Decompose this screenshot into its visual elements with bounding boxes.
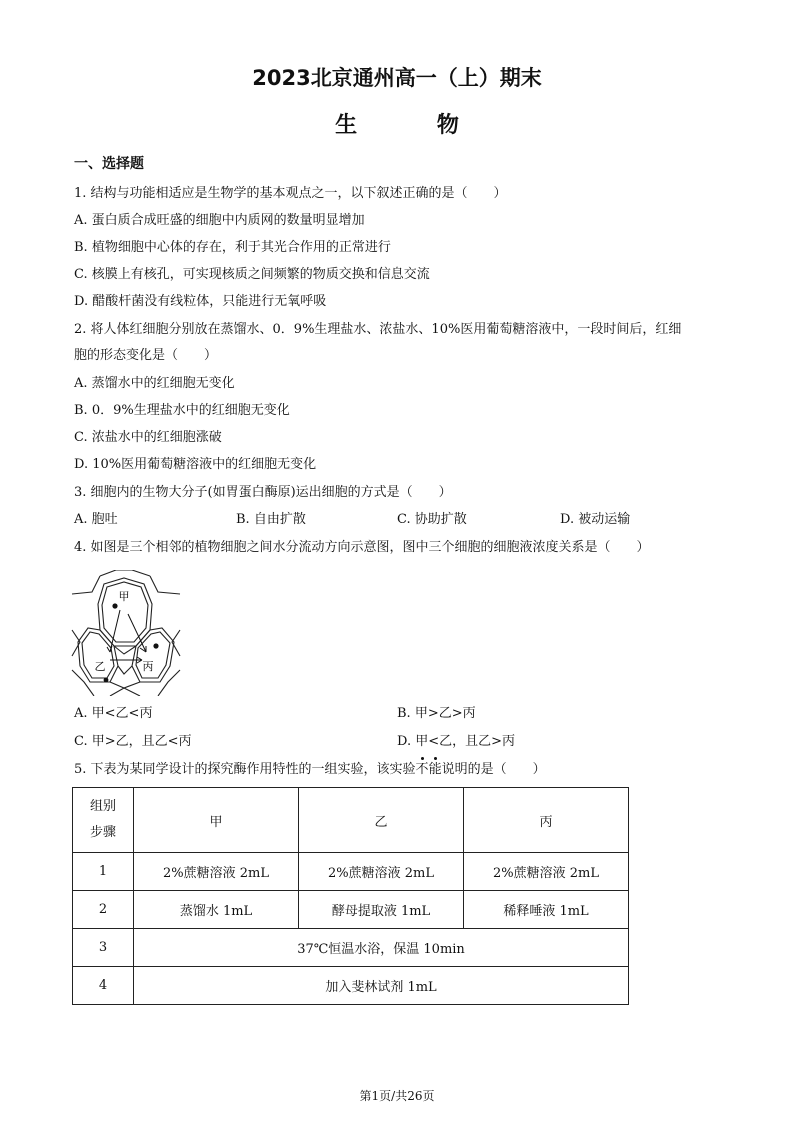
q4-option-d: D. 甲<乙，且乙>丙 (397, 734, 516, 749)
q3-option-a: A. 胞吐 (74, 512, 118, 527)
q5-stem (74, 762, 546, 778)
q5-emphasis-bu: 不 (415, 762, 429, 777)
table-row (73, 891, 629, 929)
table-row (73, 929, 629, 967)
corner-label-group: 组别 (89, 799, 116, 814)
table-merged-cell: 加入斐林试剂 1mL (134, 967, 629, 1005)
table-cell: 2%蔗糖溶液 2mL (464, 853, 629, 891)
table-cell: 2%蔗糖溶液 2mL (134, 853, 299, 891)
q1-option-d: D. 醋酸杆菌没有线粒体，只能进行无氧呼吸 (74, 294, 327, 309)
step-number: 3 (73, 929, 134, 967)
section-heading: 一、选择题 (74, 156, 144, 172)
table-row (73, 967, 629, 1005)
step-number: 4 (73, 967, 134, 1005)
header-bing: 丙 (464, 788, 629, 853)
water-flow-arrows (107, 610, 146, 663)
table-header-row (73, 788, 629, 853)
step-number: 2 (73, 891, 134, 929)
page-footer: 第1页/共26页 (359, 1089, 435, 1103)
subject-title: 生 物 (335, 113, 495, 138)
label-yi: 乙 (94, 660, 106, 673)
q4-stem: 4. 如图是三个相邻的植物细胞之间水分流动方向示意图，图中三个细胞的细胞液浓度关系是（ ） (74, 540, 650, 555)
table-merged-cell: 37℃恒温水浴，保温 10min (134, 929, 629, 967)
q4-option-a: A. 甲<乙<丙 (74, 706, 153, 721)
table-cell: 2%蔗糖溶液 2mL (299, 853, 464, 891)
q1-stem: 1. 结构与功能相适应是生物学的基本观点之一，以下叙述正确的是（ ） (74, 186, 507, 201)
q3-stem: 3. 细胞内的生物大分子(如胃蛋白酶原)运出细胞的方式是（ ） (74, 485, 452, 500)
step-number: 1 (73, 853, 134, 891)
exam-title: 2023北京通州高一（上）期末 (252, 66, 542, 90)
q1-option-a: A. 蛋白质合成旺盛的细胞中内质网的数量明显增加 (74, 213, 365, 228)
q3-option-c: C. 协助扩散 (397, 512, 467, 527)
q3-option-b: B. 自由扩散 (236, 512, 306, 527)
q1-option-c: C. 核膜上有核孔，可实现核质之间频繁的物质交换和信息交流 (74, 267, 430, 282)
q4-option-c: C. 甲>乙，且乙<丙 (74, 734, 192, 749)
corner-label-step: 步骤 (89, 825, 116, 840)
q5-stem-pre: 5. 下表为某同学设计的探究酶作用特性的一组实验，该实验 (74, 762, 416, 777)
table-corner-cell (73, 788, 134, 853)
table-row (73, 853, 629, 891)
header-jia: 甲 (134, 788, 299, 853)
nucleus-bing (153, 643, 158, 648)
q2-option-b: B. 0．9%生理盐水中的红细胞无变化 (74, 403, 290, 418)
q2-option-d: D. 10%医用葡萄糖溶液中的红细胞无变化 (74, 457, 317, 472)
label-jia: 甲 (118, 590, 130, 603)
q2-stem-line2: 胞的形态变化是（ ） (74, 348, 218, 363)
nucleus-jia (112, 603, 117, 608)
q5-stem-post: 说明的是（ ） (441, 762, 546, 777)
nucleus-yi (104, 678, 109, 683)
header-yi: 乙 (299, 788, 464, 853)
q2-option-a: A. 蒸馏水中的红细胞无变化 (74, 376, 235, 391)
table-cell: 蒸馏水 1mL (134, 891, 299, 929)
q2-stem-line1: 2. 将人体红细胞分别放在蒸馏水、0．9%生理盐水、浓盐水、10%医用葡萄糖溶液中，一段时间后，红细 (74, 322, 682, 337)
label-bing: 丙 (142, 660, 154, 673)
plant-cells-diagram (70, 570, 182, 696)
table-cell: 酵母提取液 1mL (299, 891, 464, 929)
cell-walls (72, 570, 180, 696)
q3-option-d: D. 被动运输 (560, 512, 631, 527)
q4-option-b: B. 甲>乙>丙 (397, 706, 476, 721)
q5-emphasis-neng: 能 (428, 762, 442, 777)
q2-option-c: C. 浓盐水中的红细胞涨破 (74, 430, 222, 445)
experiment-table (72, 787, 629, 1005)
q1-option-b: B. 植物细胞中心体的存在，利于其光合作用的正常进行 (74, 240, 391, 255)
table-cell: 稀释唾液 1mL (464, 891, 629, 929)
